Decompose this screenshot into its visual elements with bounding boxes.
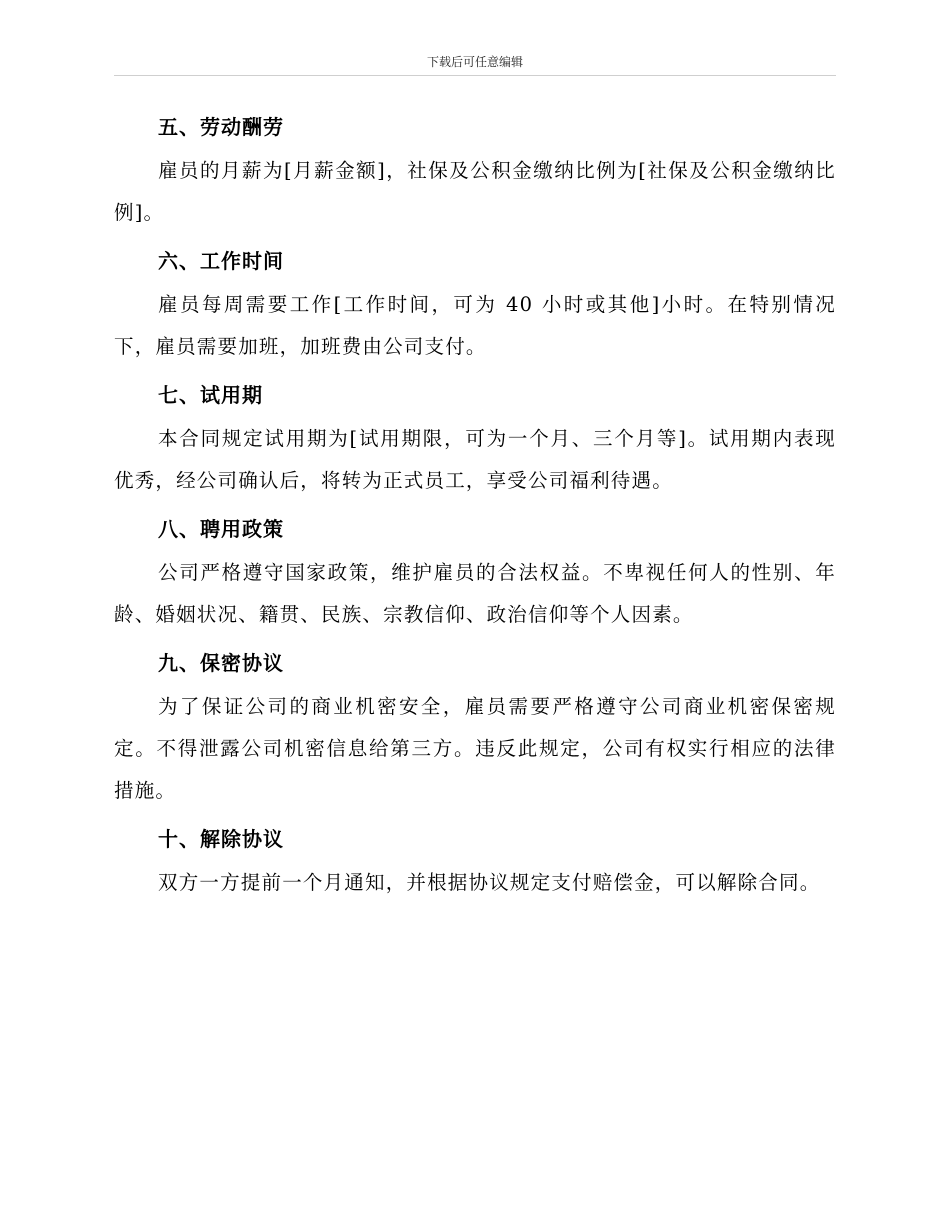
section-employment-policy: [114, 506, 836, 636]
section-termination: [114, 816, 836, 904]
section-paragraph: 为了保证公司的商业机密安全，雇员需要严格遵守公司商业机密保密规定。不得泄露公司机密信息给第三方。违反此规定，公司有权实行相应的法律措施。: [114, 695, 836, 802]
header-divider: [114, 75, 836, 76]
section-paragraph: 雇员每周需要工作[工作时间，可为 40 小时或其他]小时。在特别情况下，雇员需要加班，加班费由公司支付。: [114, 293, 836, 358]
page-header: 下载后可任意编辑: [426, 55, 523, 69]
section-heading: 十、解除协议: [158, 827, 284, 851]
section-heading: 七、试用期: [158, 383, 263, 407]
document-body: [114, 104, 836, 908]
section-heading: 六、工作时间: [158, 249, 284, 273]
section-paragraph: 本合同规定试用期为[试用期限，可为一个月、三个月等]。试用期内表现优秀，经公司确认后，将转为正式员工，享受公司福利待遇。: [114, 427, 836, 492]
section-paragraph: 雇员的月薪为[月薪金额]，社保及公积金缴纳比例为[社保及公积金缴纳比例]。: [114, 159, 836, 224]
section-heading: 九、保密协议: [158, 651, 284, 675]
section-probation: [114, 372, 836, 502]
section-confidentiality: [114, 640, 836, 812]
section-labor-compensation: [114, 104, 836, 234]
section-heading: 五、劳动酬劳: [158, 115, 284, 139]
section-paragraph: 公司严格遵守国家政策，维护雇员的合法权益。不卑视任何人的性别、年龄、婚姻状况、籍贯、民族、宗教信仰、政治信仰等个人因素。: [114, 561, 836, 626]
section-working-hours: [114, 238, 836, 368]
section-heading: 八、聘用政策: [158, 517, 284, 541]
section-paragraph: 双方一方提前一个月通知，并根据协议规定支付赔偿金，可以解除合同。: [158, 871, 821, 894]
